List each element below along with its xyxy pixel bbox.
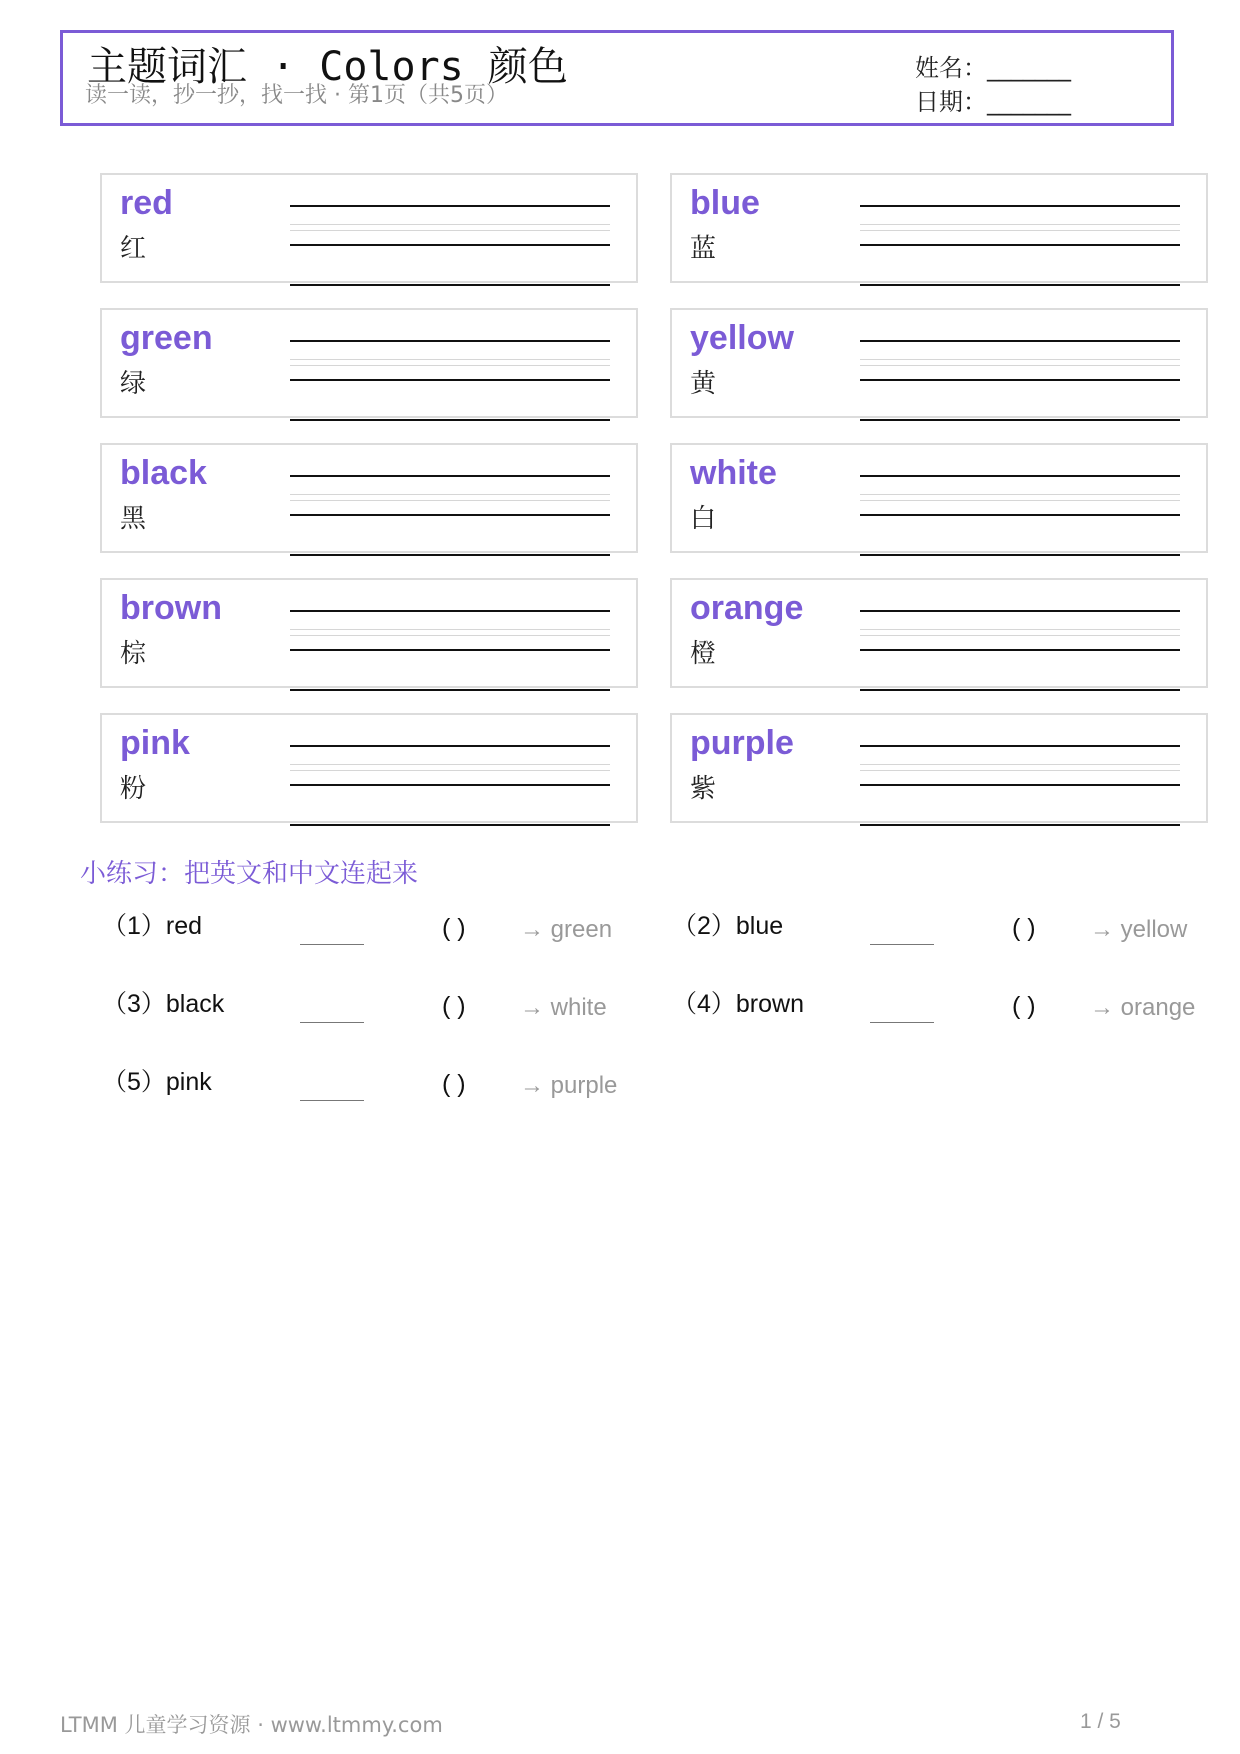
match-hint: → green xyxy=(520,916,613,943)
answer-blank[interactable] xyxy=(300,1100,364,1101)
word-english: brown xyxy=(120,589,222,627)
exercise-word: （5）pink xyxy=(102,1068,212,1096)
footer-source: LTMM 儿童学习资源 · www.ltmmy.com xyxy=(60,1713,443,1737)
writing-lines[interactable] xyxy=(290,715,610,825)
answer-parentheses[interactable]: ( ) xyxy=(442,1070,466,1098)
writing-lines[interactable] xyxy=(860,445,1180,555)
answer-blank[interactable] xyxy=(300,944,364,945)
word-card xyxy=(670,173,1208,283)
answer-parentheses[interactable]: ( ) xyxy=(1012,914,1036,942)
word-chinese: 白 xyxy=(690,504,717,534)
page-number: 1 / 5 xyxy=(1080,1710,1121,1733)
word-english: green xyxy=(120,319,213,357)
word-english: purple xyxy=(690,724,794,762)
answer-blank[interactable] xyxy=(870,1022,934,1023)
exercise-item xyxy=(102,1066,642,1106)
match-hint: → purple xyxy=(520,1072,618,1099)
word-english: pink xyxy=(120,724,190,762)
writing-lines[interactable] xyxy=(860,580,1180,690)
word-english: orange xyxy=(690,589,804,627)
word-chinese: 黑 xyxy=(120,504,147,534)
worksheet-header xyxy=(60,30,1174,126)
match-hint: → white xyxy=(520,994,607,1021)
exercise-item xyxy=(102,910,642,950)
answer-parentheses[interactable]: ( ) xyxy=(442,992,466,1020)
match-hint: → orange xyxy=(1090,994,1196,1021)
word-chinese: 粉 xyxy=(120,774,147,804)
answer-parentheses[interactable]: ( ) xyxy=(442,914,466,942)
word-card xyxy=(100,443,638,553)
writing-lines[interactable] xyxy=(290,175,610,285)
writing-lines[interactable] xyxy=(860,715,1180,825)
word-card xyxy=(100,173,638,283)
word-card xyxy=(670,308,1208,418)
answer-parentheses[interactable]: ( ) xyxy=(1012,992,1036,1020)
match-hint: → yellow xyxy=(1090,916,1188,943)
exercise-word: （3）black xyxy=(102,990,225,1018)
word-card xyxy=(670,578,1208,688)
word-chinese: 绿 xyxy=(120,369,147,399)
word-english: blue xyxy=(690,184,760,222)
word-english: black xyxy=(120,454,207,492)
word-english: red xyxy=(120,184,173,222)
word-chinese: 棕 xyxy=(120,639,147,669)
writing-lines[interactable] xyxy=(290,445,610,555)
exercise-title: 小练习：把英文和中文连起来 xyxy=(80,859,419,889)
date-field[interactable]: 日期：_______ xyxy=(915,88,1071,116)
word-chinese: 橙 xyxy=(690,639,717,669)
name-field[interactable]: 姓名：_______ xyxy=(915,54,1071,82)
word-chinese: 黄 xyxy=(690,369,717,399)
writing-lines[interactable] xyxy=(290,310,610,420)
exercise-word: （1）red xyxy=(102,912,203,940)
word-english: white xyxy=(690,454,777,492)
exercise-word: （4）brown xyxy=(672,990,804,1018)
exercise-item xyxy=(672,910,1212,950)
answer-blank[interactable] xyxy=(870,944,934,945)
word-card xyxy=(100,578,638,688)
exercise-item xyxy=(102,988,642,1028)
answer-blank[interactable] xyxy=(300,1022,364,1023)
word-card xyxy=(670,443,1208,553)
word-card xyxy=(100,713,638,823)
page-subtitle: 读一读，抄一抄，找一找 · 第1页（共5页） xyxy=(85,83,508,108)
page-title: 主题词汇 · Colors 颜色 xyxy=(87,44,568,90)
word-card xyxy=(670,713,1208,823)
writing-lines[interactable] xyxy=(290,580,610,690)
word-chinese: 紫 xyxy=(690,774,717,804)
exercise-word: （2）blue xyxy=(672,912,784,940)
writing-lines[interactable] xyxy=(860,310,1180,420)
word-card xyxy=(100,308,638,418)
writing-lines[interactable] xyxy=(860,175,1180,285)
word-chinese: 蓝 xyxy=(690,234,717,264)
exercise-item xyxy=(672,988,1212,1028)
word-english: yellow xyxy=(690,319,794,357)
word-chinese: 红 xyxy=(120,234,147,264)
